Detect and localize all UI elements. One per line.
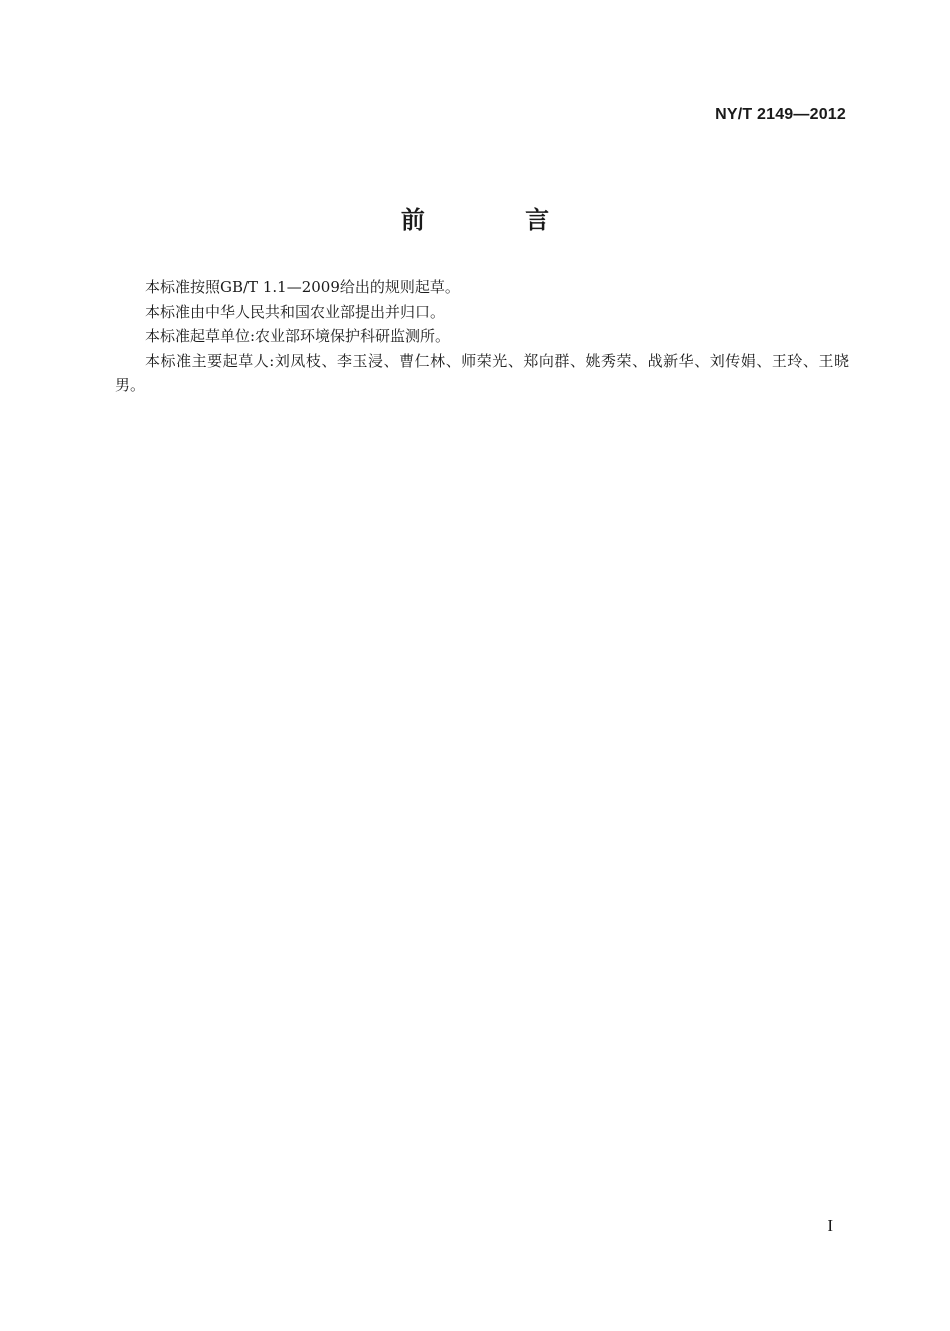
paragraph-drafting-rules: 本标准按照GB/T 1.1—2009给出的规则起草。 xyxy=(145,278,460,296)
standard-code: NY/T 2149—2012 xyxy=(715,106,846,123)
page-number: I xyxy=(827,1216,833,1235)
foreword-body xyxy=(115,275,849,398)
paragraph-drafting-unit: 本标准起草单位:农业部环境保护科研监测所。 xyxy=(145,327,451,345)
paragraph-proposer: 本标准由中华人民共和国农业部提出并归口。 xyxy=(145,302,446,321)
page-title: 前 言 xyxy=(400,206,596,234)
paragraph-drafters: 本标准主要起草人:刘凤枝、李玉浸、曹仁林、师荣光、郑向群、姚秀荣、战新华、刘传娟、王玲、王晓男。 xyxy=(115,351,849,394)
